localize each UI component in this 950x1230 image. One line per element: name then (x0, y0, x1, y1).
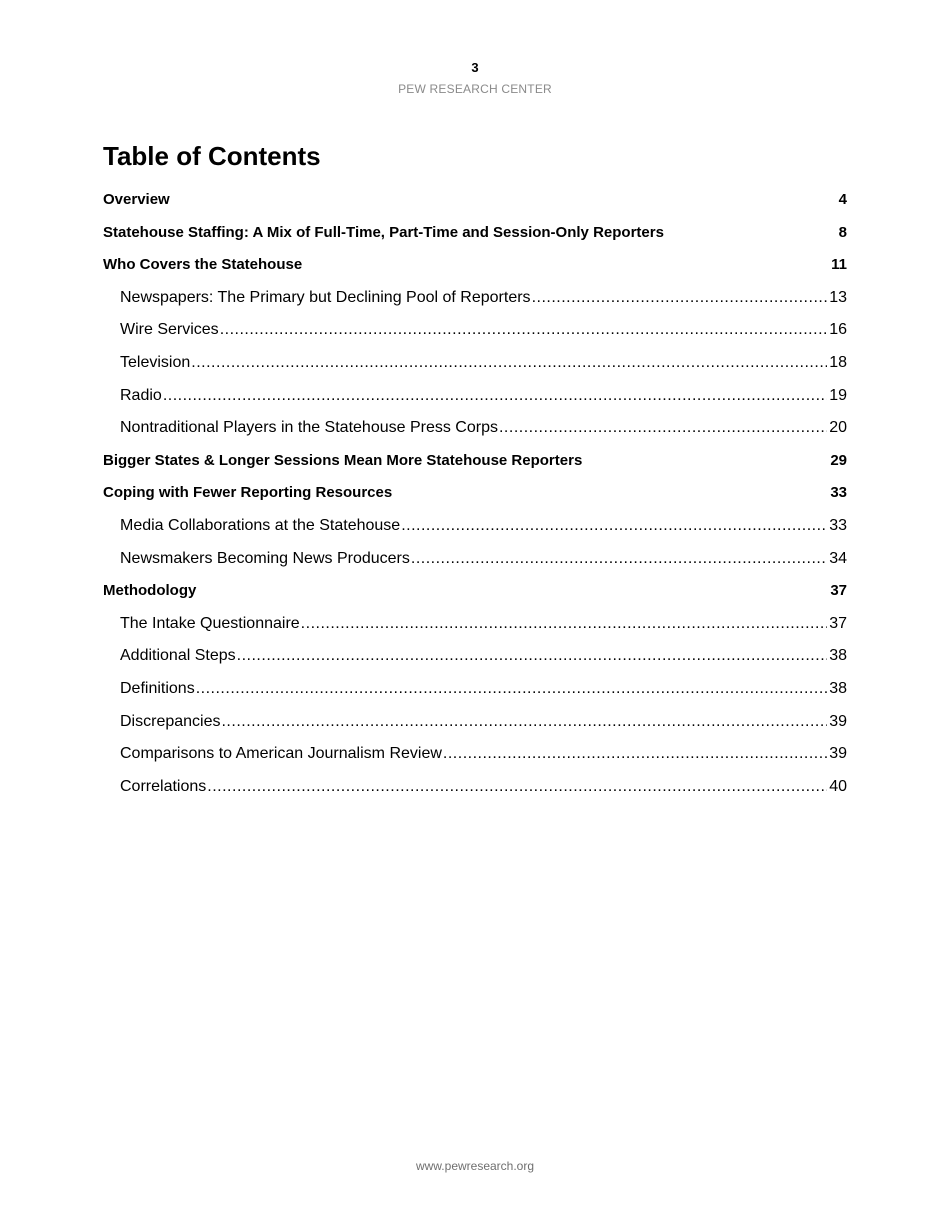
toc-dot-leader (221, 706, 827, 739)
toc-page-number: 13 (829, 288, 847, 306)
toc-subsection-entry[interactable] (103, 347, 847, 380)
page-footer (0, 1158, 950, 1174)
toc-page-number: 4 (838, 191, 847, 208)
toc-entry-label: Bigger States & Longer Sessions Mean More Statehouse Reporters (103, 451, 583, 469)
toc-entry-label: Statehouse Staffing: A Mix of Full-Time, Part-Time and Session-Only Reporters (103, 223, 664, 241)
toc-page-number: 37 (829, 614, 847, 632)
toc-page-number: 29 (830, 451, 847, 469)
footer-url[interactable]: www.pewresearch.org (415, 1159, 535, 1173)
toc-subsection-entry[interactable] (103, 282, 847, 315)
toc-entry-label: Additional Steps (120, 647, 236, 665)
toc-subsection-entry[interactable] (103, 706, 847, 739)
toc-entry-label: Television (120, 353, 191, 371)
toc-subsection-entry[interactable] (103, 510, 847, 543)
toc-page-number: 19 (829, 386, 847, 404)
toc-dot-leader (220, 314, 828, 347)
toc-entry-label: Nontraditional Players in the Statehouse Press Corps (120, 419, 498, 437)
toc-subsection-entry[interactable] (103, 738, 847, 771)
toc-entry-label: Newspapers: The Primary but Declining Pool of Reporters (120, 288, 531, 306)
toc-dot-leader (196, 673, 828, 706)
toc-page-number: 39 (829, 712, 847, 730)
toc-entry-label: Media Collaborations at the Statehouse (120, 516, 401, 534)
toc-section-entry[interactable] (103, 184, 847, 217)
page-title: Table of Contents (103, 141, 321, 171)
toc-entry-label: Who Covers the Statehouse (103, 256, 303, 274)
toc-subsection-entry[interactable] (103, 543, 847, 576)
toc-page-number: 40 (829, 777, 847, 795)
toc-page-number: 33 (830, 484, 847, 502)
toc-page-number: 16 (829, 321, 847, 339)
toc-section-entry[interactable] (103, 249, 847, 282)
toc-dot-leader (499, 412, 827, 445)
toc-subsection-entry[interactable] (103, 314, 847, 347)
toc-entry-label: Definitions (120, 679, 195, 697)
toc-page-number: 38 (829, 679, 847, 697)
toc-dot-leader (411, 543, 827, 576)
toc-dot-leader (443, 738, 827, 771)
toc-page-number: 39 (829, 745, 847, 763)
toc-section-entry[interactable] (103, 575, 847, 608)
toc-entry-label: Radio (120, 386, 162, 404)
toc-entry-label: Discrepancies (120, 712, 221, 730)
toc-dot-leader (163, 380, 827, 413)
toc-section-entry[interactable] (103, 445, 847, 478)
page-header (0, 60, 950, 97)
toc-dot-leader (532, 282, 828, 315)
toc-dot-leader (237, 640, 828, 673)
toc-subsection-entry[interactable] (103, 608, 847, 641)
page-number: 3 (471, 60, 479, 75)
toc-subsection-entry[interactable] (103, 640, 847, 673)
toc-dot-leader (301, 608, 828, 641)
toc-entry-label: Correlations (120, 777, 207, 795)
toc-entry-label: Wire Services (120, 321, 219, 339)
toc-subsection-entry[interactable] (103, 412, 847, 445)
toc-page-number: 38 (829, 647, 847, 665)
toc-entry-label: Comparisons to American Journalism Review (120, 745, 442, 763)
toc-entry-label: Overview (103, 191, 170, 208)
toc-page-number: 20 (829, 419, 847, 437)
toc-entry-label: Methodology (103, 582, 197, 600)
toc-page-number: 11 (831, 256, 847, 274)
toc-page-number: 37 (830, 582, 847, 600)
toc-page-number: 8 (838, 223, 847, 241)
toc-section-entry[interactable] (103, 217, 847, 250)
toc-section-entry[interactable] (103, 477, 847, 510)
toc-entry-label: The Intake Questionnaire (120, 614, 300, 632)
toc-page-number: 33 (829, 516, 847, 534)
toc-page-number: 34 (829, 549, 847, 567)
organization-name: PEW RESEARCH CENTER (398, 82, 552, 96)
toc-entry-label: Coping with Fewer Reporting Resources (103, 484, 393, 502)
toc-dot-leader (191, 347, 827, 380)
table-of-contents (103, 184, 847, 803)
toc-entry-label: Newsmakers Becoming News Producers (120, 549, 410, 567)
toc-dot-leader (207, 771, 827, 804)
toc-subsection-entry[interactable] (103, 380, 847, 413)
toc-dot-leader (401, 510, 827, 543)
toc-subsection-entry[interactable] (103, 771, 847, 804)
toc-page-number: 18 (829, 353, 847, 371)
toc-subsection-entry[interactable] (103, 673, 847, 706)
